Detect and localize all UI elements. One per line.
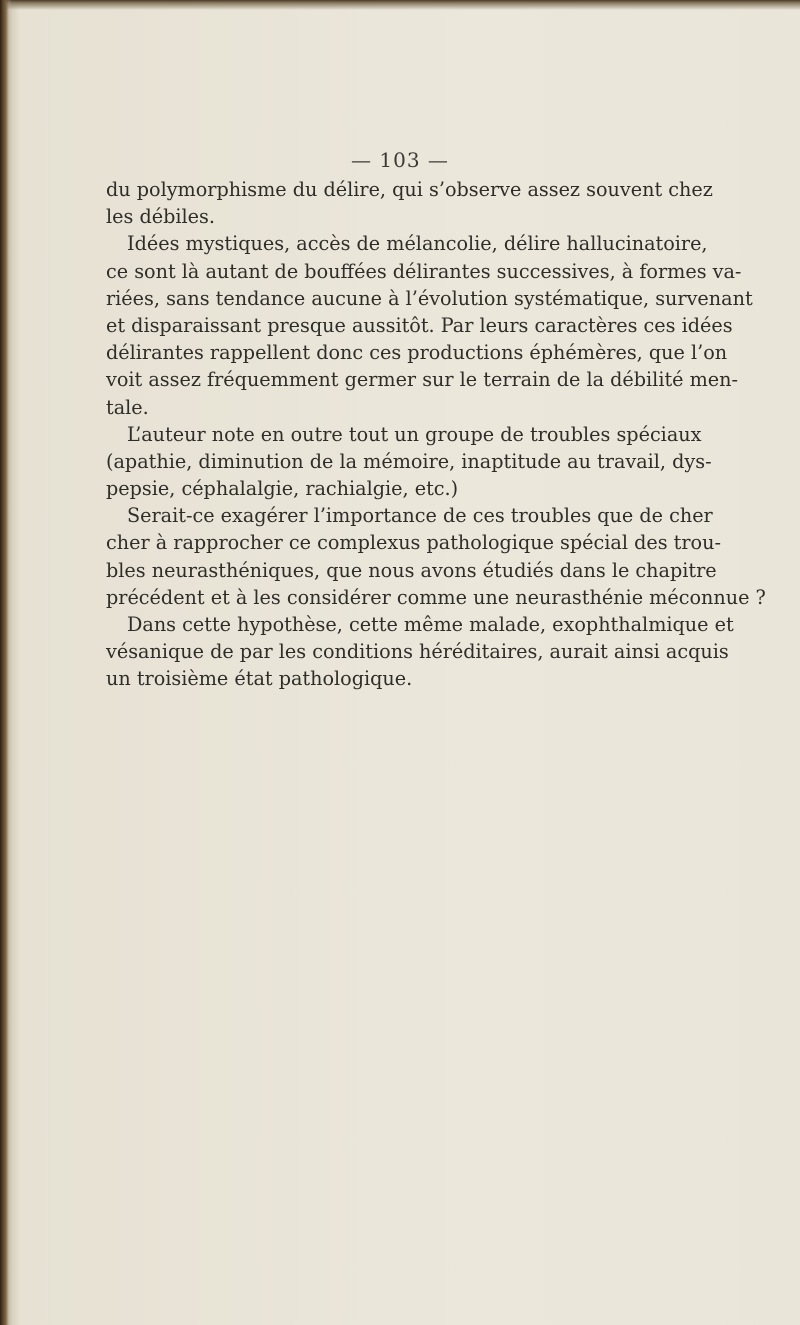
text-line: vésanique de par les conditions héréditaires, aurait ainsi acquis xyxy=(106,640,729,664)
text-line: pepsie, céphalalgie, rachialgie, etc.) xyxy=(106,477,459,501)
text-line: riées, sans tendance aucune à l’évolution systématique, survenant xyxy=(106,286,753,310)
text-line: délirantes rappellent donc ces productions éphémères, que l’on xyxy=(106,341,728,365)
text-line: (apathie, diminution de la mémoire, inaptitude au travail, dys- xyxy=(106,449,712,473)
text-line: L’auteur note en outre tout un groupe de troubles spéciaux xyxy=(127,422,702,446)
text-line: et disparaissant presque aussitôt. Par leurs caractères ces idées xyxy=(106,313,733,337)
text-line: un troisième état pathologique. xyxy=(106,667,413,691)
text-line: ce sont là autant de bouffées délirantes successives, à formes va- xyxy=(106,259,742,283)
page-binding-edge xyxy=(0,0,12,1325)
text-line: précédent et à les considérer comme une neurasthénie méconnue ? xyxy=(106,585,766,609)
text-line: voit assez fréquemment germer sur le terrain de la débilité men- xyxy=(106,368,739,392)
text-line: Dans cette hypothèse, cette même malade, exophthalmique et xyxy=(127,613,734,636)
body-text xyxy=(106,176,766,693)
text-line: les débiles. xyxy=(106,205,215,229)
text-line: cher à rapprocher ce complexus pathologique spécial des trou- xyxy=(106,531,721,555)
page-top-shadow xyxy=(0,0,800,10)
text-line: Serait-ce exagérer l’importance de ces troubles que de cher xyxy=(127,504,713,528)
text-line: Idées mystiques, accès de mélancolie, délire hallucinatoire, xyxy=(127,232,708,256)
text-line: bles neurasthéniques, que nous avons étudiés dans le chapitre xyxy=(106,558,717,582)
text-line: tale. xyxy=(106,395,149,419)
text-line: du polymorphisme du délire, qui s’observe assez souvent chez xyxy=(106,178,713,201)
page-number: — 103 — xyxy=(351,148,449,172)
